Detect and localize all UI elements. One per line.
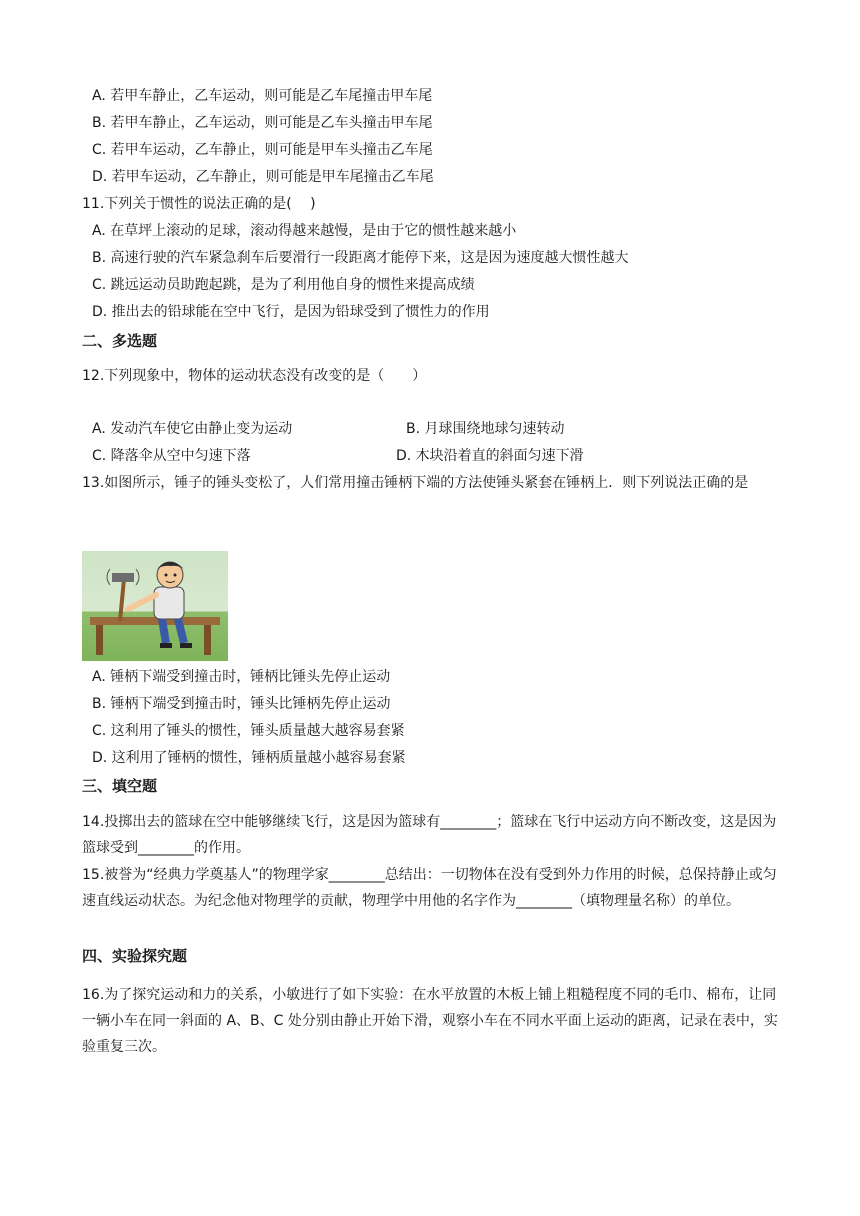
q13-stem: 13.如图所示，锤子的锤头变松了，人们常用撞击锤柄下端的方法使锤头紧套在锤柄上．则下列说法正确的是 bbox=[82, 475, 749, 491]
q10-option-d: D. 若甲车运动，乙车静止，则可能是甲车尾撞击乙车尾 bbox=[92, 169, 434, 185]
q11-option-b: B. 高速行驶的汽车紧急刹车后要滑行一段距离才能停下来，这是因为速度越大惯性越大 bbox=[92, 250, 629, 266]
section-heading-experiment: 四、实验探究题 bbox=[82, 947, 188, 965]
section-heading-multi-choice: 二、多选题 bbox=[82, 332, 158, 350]
q10-option-b: B. 若甲车静止，乙车运动，则可能是乙车头撞击甲车尾 bbox=[92, 115, 433, 131]
q13-option-b: B. 锤柄下端受到撞击时，锤头比锤柄先停止运动 bbox=[92, 696, 391, 712]
boy-hammering-icon bbox=[82, 551, 228, 661]
q13-option-d: D. 这利用了锤柄的惯性，锤柄质量越小越容易套紧 bbox=[92, 750, 406, 766]
q10-option-a: A. 若甲车静止，乙车运动，则可能是乙车尾撞击甲车尾 bbox=[92, 88, 433, 104]
q12-option-a: A. 发动汽车使它由静止变为运动 bbox=[92, 421, 293, 437]
q13-option-a: A. 锤柄下端受到撞击时，锤柄比锤头先停止运动 bbox=[92, 669, 391, 685]
q12-option-c: C. 降落伞从空中匀速下落 bbox=[92, 448, 251, 464]
q14-text: 14.投掷出去的篮球在空中能够继续飞行，这是因为篮球有________；篮球在飞行中运动方向不断改变，这是因为篮球受到________的作用。 bbox=[82, 814, 777, 856]
q16-text: 16.为了探究运动和力的关系，小敏进行了如下实验：在水平放置的木板上铺上粗糙程度不同的毛巾、棉布，让同一辆小车在同一斜面的 A、B、C 处分别由静止开始下滑，观察小车在不同水平面上运动的距离，记录在表中，实验重复三次。 bbox=[82, 987, 778, 1055]
hammer-illustration bbox=[82, 551, 228, 661]
section-heading-fill-blank: 三、填空题 bbox=[82, 777, 158, 795]
q11-option-c: C. 跳远运动员助跑起跳，是为了利用他自身的惯性来提高成绩 bbox=[92, 277, 475, 293]
q12-stem: 12.下列现象中，物体的运动状态没有改变的是（ ） bbox=[82, 368, 427, 384]
q13-option-c: C. 这利用了锤头的惯性，锤头质量越大越容易套紧 bbox=[92, 723, 405, 739]
q12-option-b: B. 月球围绕地球匀速转动 bbox=[406, 421, 565, 437]
q11-option-d: D. 推出去的铅球能在空中飞行，是因为铅球受到了惯性力的作用 bbox=[92, 304, 490, 320]
q11-option-a: A. 在草坪上滚动的足球，滚动得越来越慢，是由于它的惯性越来越小 bbox=[92, 223, 517, 239]
q11-stem: 11.下列关于惯性的说法正确的是( ) bbox=[82, 196, 316, 212]
q15-text: 15.被誉为“经典力学奠基人”的物理学家________总结出：一切物体在没有受到外力作用的时候，总保持静止或匀速直线运动状态。为纪念他对物理学的贡献，物理学中用他的名字作为________（填物理量名称）的单位。 bbox=[82, 867, 777, 909]
q10-option-c: C. 若甲车运动，乙车静止，则可能是甲车头撞击乙车尾 bbox=[92, 142, 433, 158]
q12-option-d: D. 木块沿着直的斜面匀速下滑 bbox=[396, 448, 584, 464]
